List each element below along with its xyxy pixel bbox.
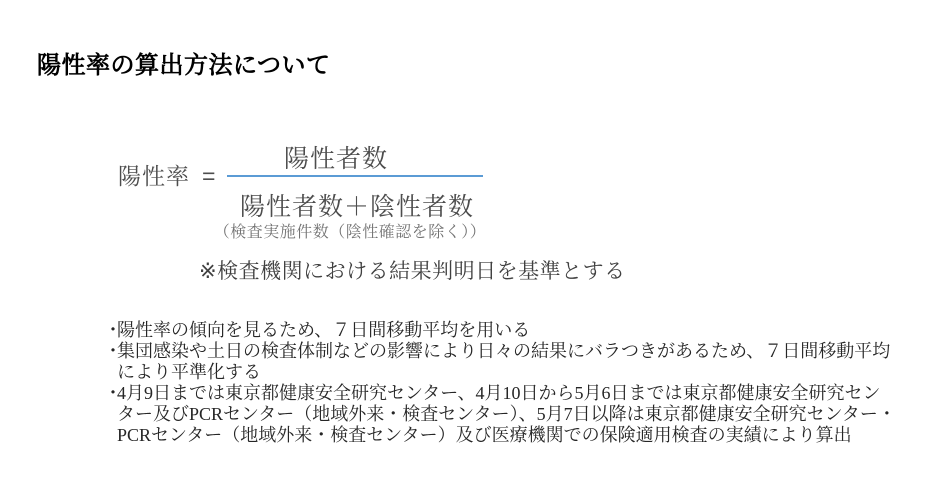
list-item [104, 320, 950, 341]
bullet-marker: ・ [104, 320, 122, 340]
list-item-text: 陽性率の傾向を見るため、７日間移動平均を用いる [117, 320, 531, 340]
formula-denominator-note: （検査実施件数（陰性確認を除く）） [213, 224, 487, 241]
list-item [104, 404, 950, 425]
formula-numerator: 陽性者数 [283, 145, 389, 173]
list-item [104, 383, 950, 404]
bullet-marker: ・ [104, 341, 122, 361]
bullet-marker: ・ [104, 383, 122, 403]
fraction-line [227, 175, 483, 177]
formula-lhs-label: 陽性率 [118, 163, 190, 189]
notes-list [104, 320, 950, 446]
list-item [104, 425, 950, 446]
list-item [104, 341, 950, 362]
list-item-text: 4月9日までは東京都健康安全研究センター、4月10日から5月6日までは東京都健康安全研究セン [117, 383, 881, 403]
formula-equals-sign: = [202, 163, 217, 189]
list-item-text: により平準化する [117, 362, 261, 382]
reference-date-note: ※検査機関における結果判明日を基準とする [199, 260, 626, 283]
list-item [104, 362, 950, 383]
formula-lhs [118, 158, 216, 191]
list-item-text: PCRセンター（地域外来・検査センター）及び医療機関での保険適用検査の実績により算出 [117, 425, 852, 445]
list-item-text: ター及びPCRセンター（地域外来・検査センター）、5月7日以降は東京都健康安全研究センター・ [117, 404, 896, 424]
page-title: 陽性率の算出方法について [37, 52, 331, 79]
formula-denominator: 陽性者数＋陰性者数 [239, 193, 475, 221]
list-item-text: 集団感染や土日の検査体制などの影響により日々の結果にバラつきがあるため、７日間移動平均 [117, 341, 891, 361]
